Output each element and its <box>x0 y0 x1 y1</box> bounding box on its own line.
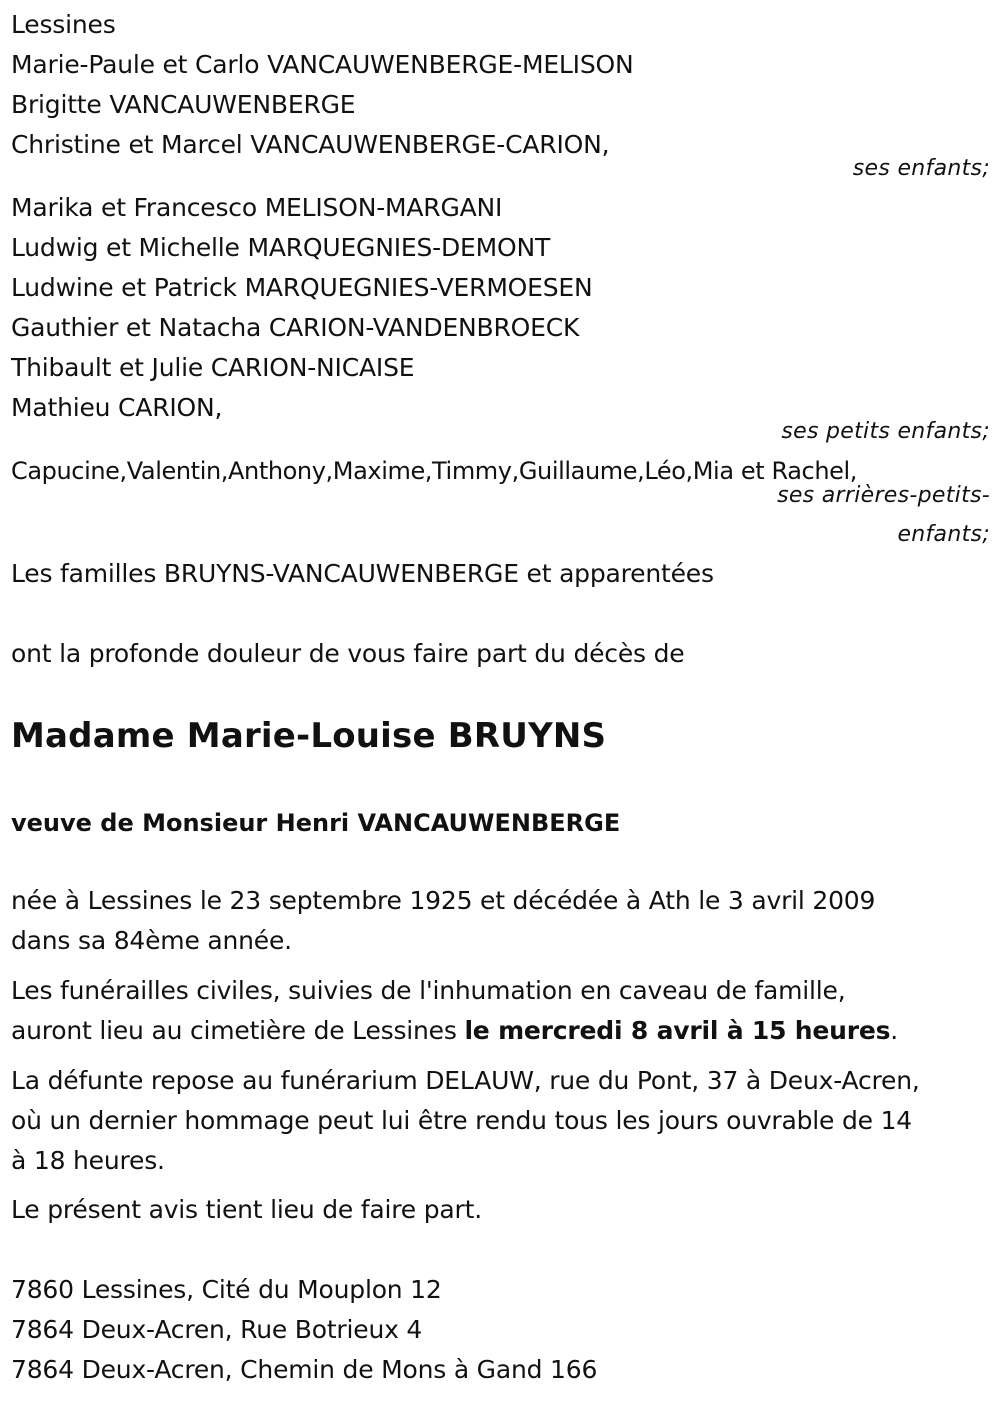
birth-death-line1: née à Lessines le 23 septembre 1925 et décédée à Ath le 3 avril 2009 <box>11 886 876 915</box>
funeral-line2-text: auront lieu au cimetière de Lessines <box>11 1016 465 1045</box>
funeral-line2-end: . <box>890 1016 899 1045</box>
grandchild-line: Thibault et Julie CARION-NICAISE <box>11 353 415 382</box>
grandchild-line: Mathieu CARION, <box>11 393 223 422</box>
child-line: Marie-Paule et Carlo VANCAUWENBERGE-MELISON <box>11 50 634 79</box>
widow-of-line: veuve de Monsieur Henri VANCAUWENBERGE <box>11 809 621 837</box>
address-line: 7864 Deux-Acren, Chemin de Mons à Gand 166 <box>11 1355 598 1384</box>
deceased-name: Madame Marie-Louise BRUYNS <box>11 716 607 756</box>
great-grandchildren-role-line1: ses arrières-petits- <box>777 483 990 508</box>
address-line: 7864 Deux-Acren, Rue Botrieux 4 <box>11 1315 423 1344</box>
announcement-line: ont la profonde douleur de vous faire part du décès de <box>11 639 685 668</box>
funeral-line2 <box>11 1016 898 1046</box>
child-line: Christine et Marcel VANCAUWENBERGE-CARION, <box>11 130 610 159</box>
great-grandchildren-role-line2: enfants; <box>897 522 990 547</box>
grandchild-line: Gauthier et Natacha CARION-VANDENBROECK <box>11 313 580 342</box>
funeral-date: le mercredi 8 avril à 15 heures <box>464 1016 891 1045</box>
repose-line1: La défunte repose au funérarium DELAUW, rue du Pont, 37 à Deux-Acren, <box>11 1066 920 1095</box>
funeral-line1: Les funérailles civiles, suivies de l'inhumation en caveau de famille, <box>11 976 846 1005</box>
children-role: ses enfants; <box>852 156 990 181</box>
address-line: 7860 Lessines, Cité du Mouplon 12 <box>11 1275 442 1304</box>
child-line: Brigitte VANCAUWENBERGE <box>11 90 356 119</box>
header-place: Lessines <box>11 10 116 39</box>
birth-death-line2: dans sa 84ème année. <box>11 926 292 955</box>
repose-line2: où un dernier hommage peut lui être rendu tous les jours ouvrable de 14 <box>11 1106 912 1135</box>
grandchild-line: Ludwine et Patrick MARQUEGNIES-VERMOESEN <box>11 273 593 302</box>
great-grandchildren-line: Capucine,Valentin,Anthony,Maxime,Timmy,Guillaume,Léo,Mia et Rachel, <box>11 457 857 485</box>
families-line: Les familles BRUYNS-VANCAUWENBERGE et apparentées <box>11 559 714 588</box>
grandchild-line: Ludwig et Michelle MARQUEGNIES-DEMONT <box>11 233 551 262</box>
grandchild-line: Marika et Francesco MELISON-MARGANI <box>11 193 503 222</box>
notice-line: Le présent avis tient lieu de faire part. <box>11 1195 482 1224</box>
repose-line3: à 18 heures. <box>11 1146 165 1175</box>
grandchildren-role: ses petits enfants; <box>781 419 990 444</box>
